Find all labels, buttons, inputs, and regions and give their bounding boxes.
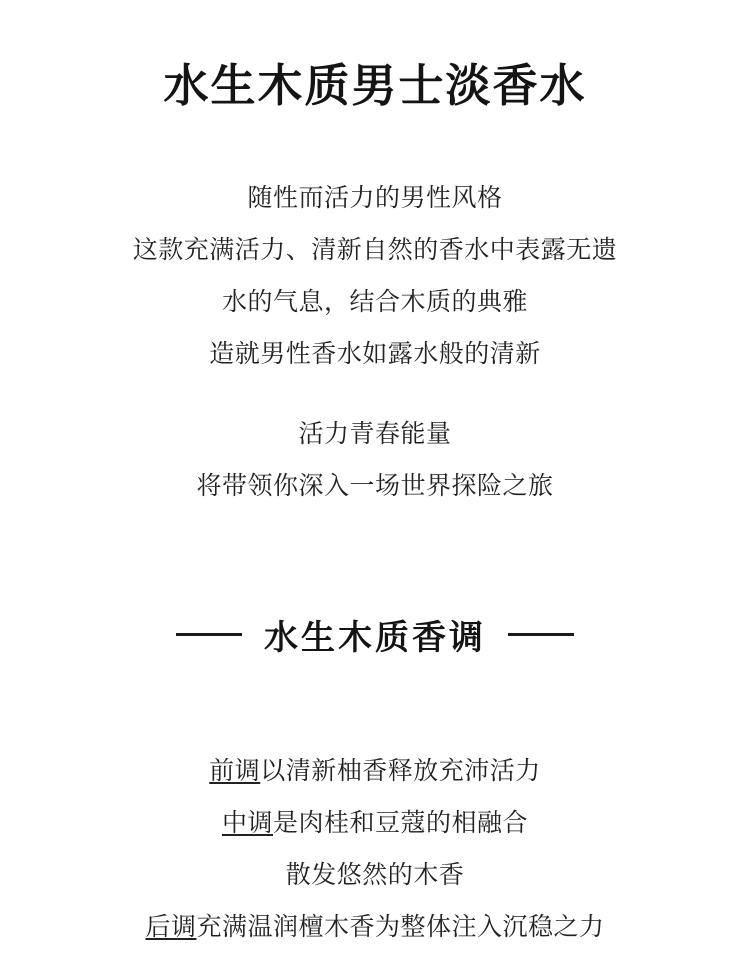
- note-label: 后调: [145, 913, 197, 942]
- intro-line: 水的气息，结合木质的典雅: [221, 288, 528, 317]
- page-title: 水生木质男士淡香水: [163, 60, 587, 111]
- intro-line: 造就男性香水如露水般的清新: [209, 340, 541, 369]
- note-text: 散发悠然的木香: [285, 861, 465, 890]
- section-heading: [176, 610, 574, 659]
- intro-line: 活力青春能量: [298, 420, 452, 449]
- list-item: [145, 797, 604, 849]
- fragrance-notes-list: [145, 745, 604, 953]
- section-heading-label: 水生木质香调: [264, 619, 486, 658]
- divider-left-icon: [176, 633, 242, 636]
- paragraph-spacer: [133, 380, 618, 408]
- note-label: 前调: [209, 757, 261, 786]
- note-text: 充满温润檀木香为整体注入沉稳之力: [196, 913, 605, 942]
- intro-line: 随性而活力的男性风格: [247, 184, 503, 213]
- list-item: [145, 745, 604, 797]
- list-item: [145, 849, 604, 901]
- intro-paragraph: [133, 172, 618, 512]
- list-item: [145, 901, 604, 953]
- intro-line: 将带领你深入一场世界探险之旅: [196, 472, 554, 501]
- note-text: 是肉桂和豆蔻的相融合: [273, 809, 529, 838]
- note-text: 以清新柚香释放充沛活力: [260, 757, 541, 786]
- intro-line: 这款充满活力、清新自然的香水中表露无遗: [132, 236, 618, 265]
- divider-right-icon: [508, 633, 574, 636]
- note-label: 中调: [221, 809, 273, 838]
